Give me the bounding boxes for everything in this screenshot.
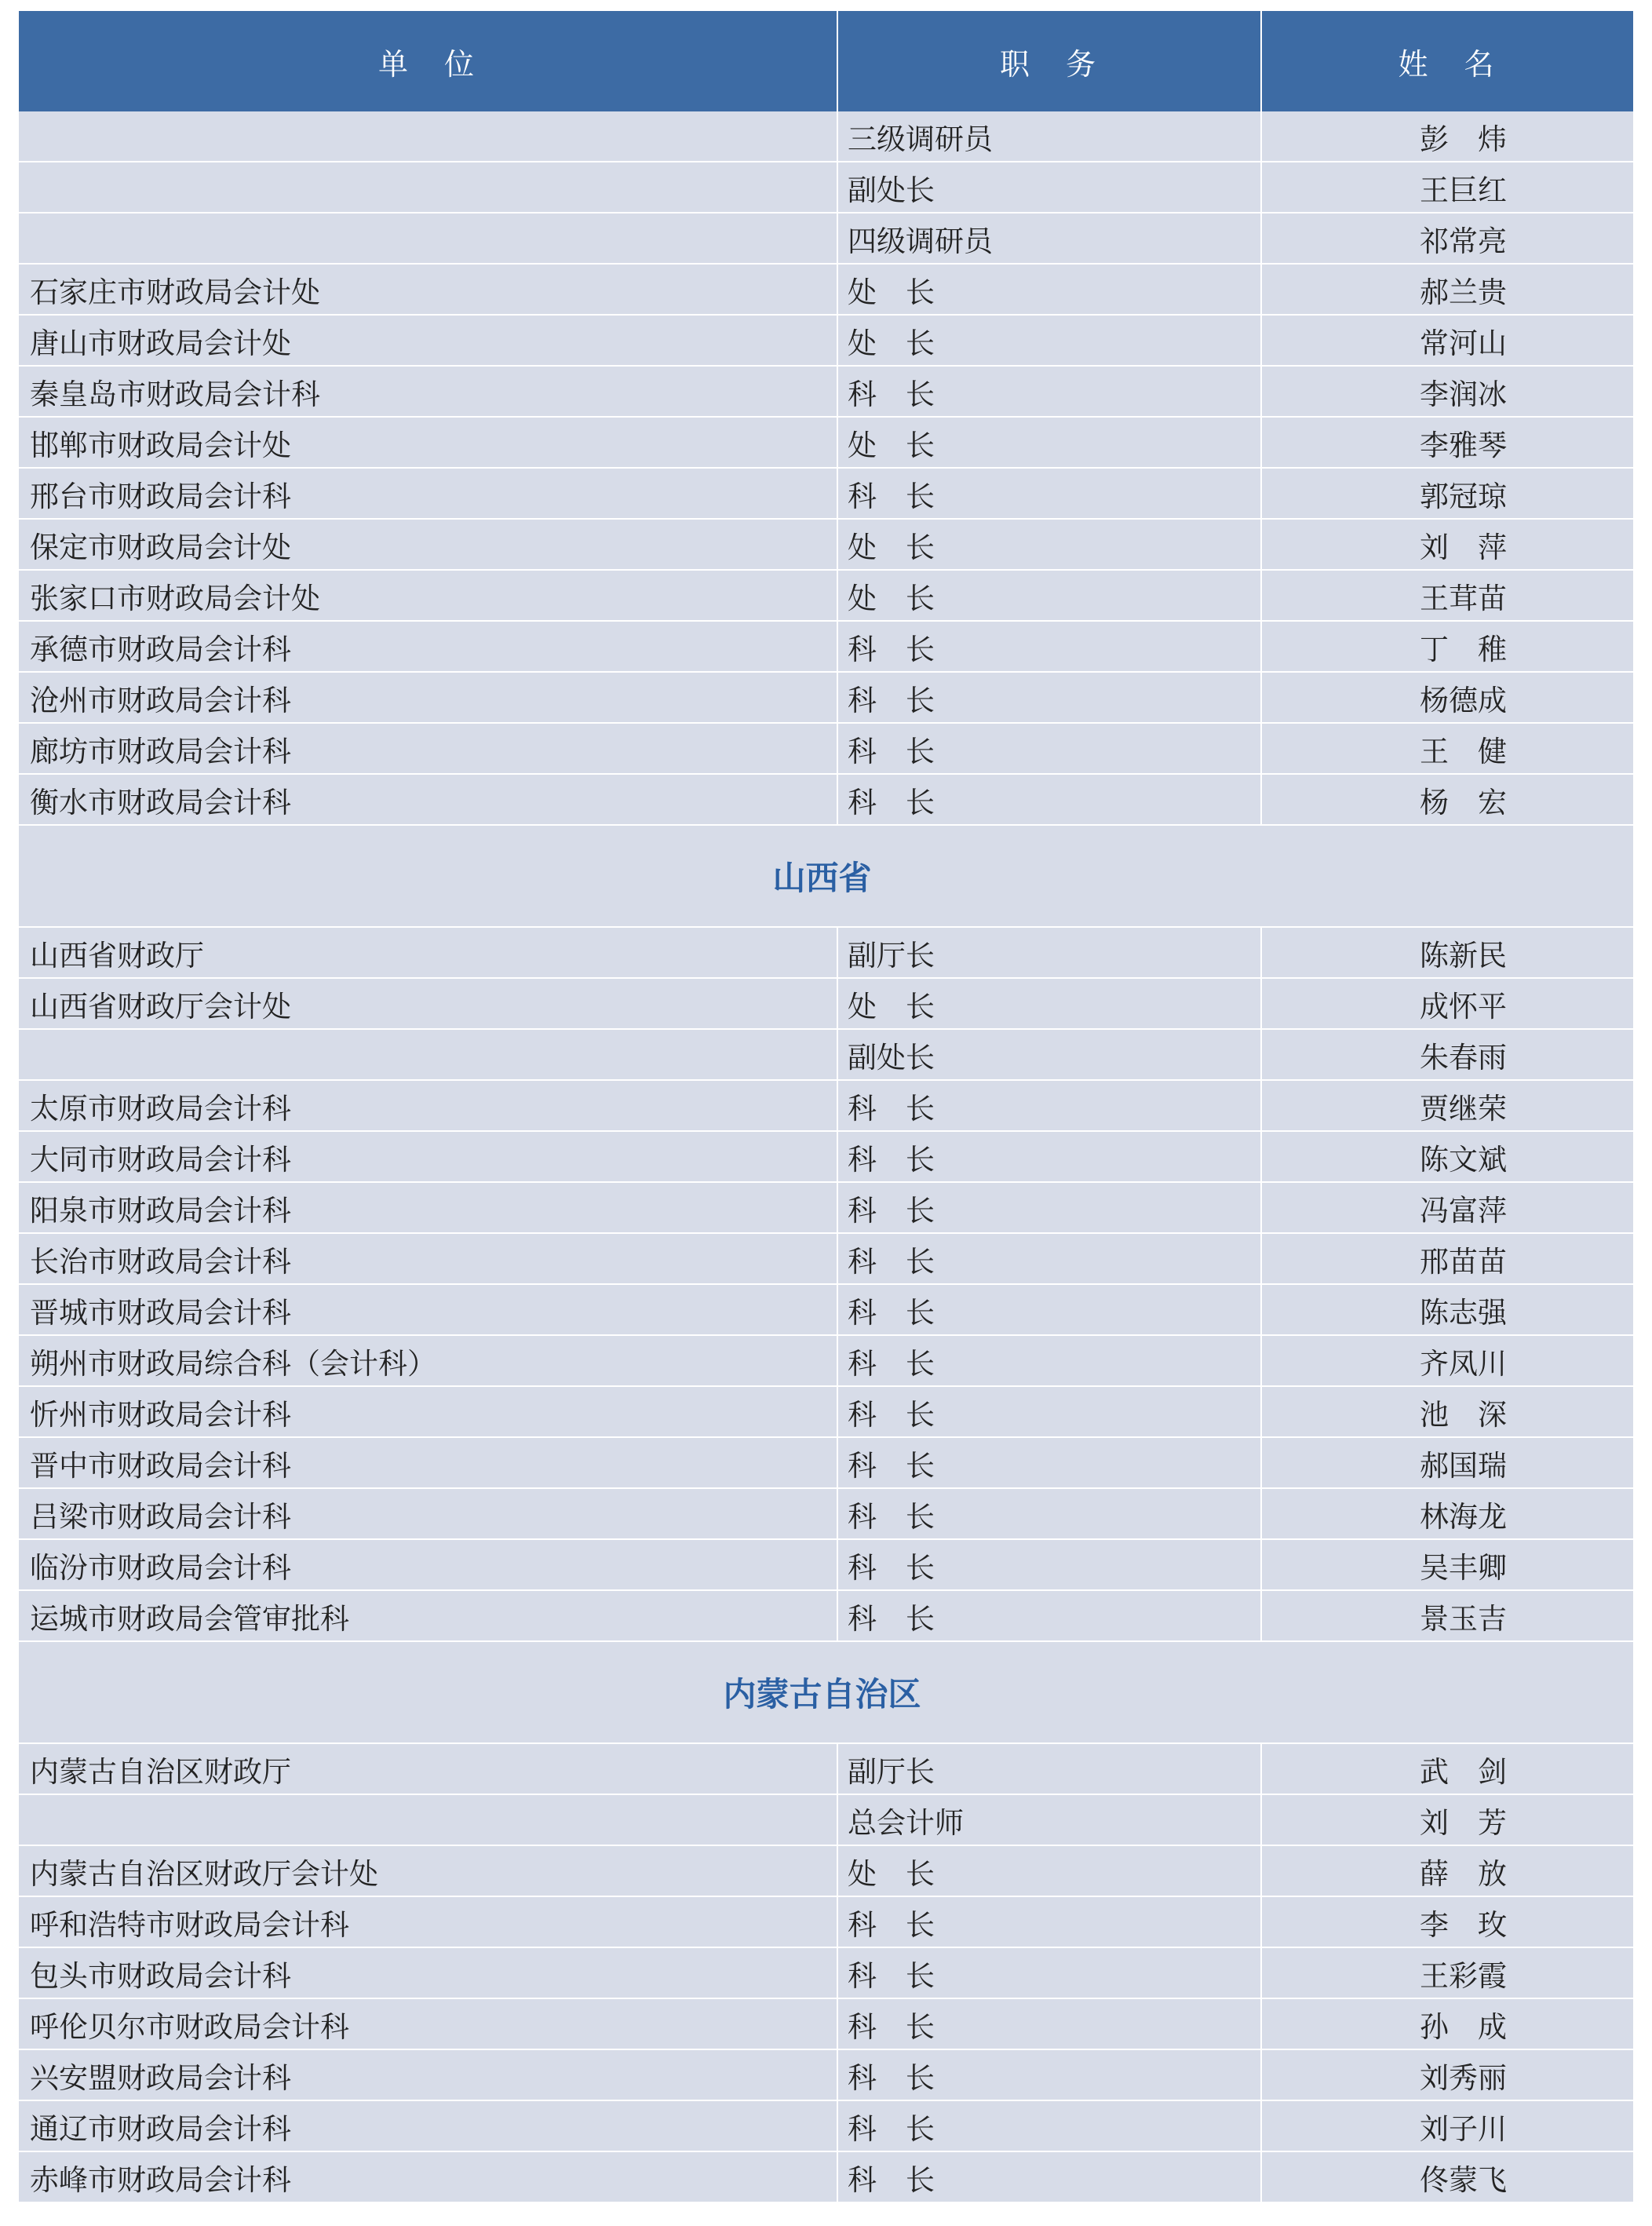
table-row: [19, 367, 1633, 418]
name-cell: 王彩霞: [1420, 1958, 1507, 1993]
name-cell: 朱春雨: [1420, 1040, 1507, 1075]
unit-cell: 内蒙古自治区财政厅: [19, 1744, 838, 1794]
name-cell: 陈文斌: [1420, 1142, 1507, 1177]
position-cell: 科 长: [838, 469, 1262, 518]
name-cell: 孙 成: [1420, 2009, 1507, 2044]
position-cell: 处 长: [838, 520, 1262, 569]
table-row: [19, 775, 1633, 826]
unit-cell: 临汾市财政局会计科: [19, 1540, 838, 1589]
table-row: [19, 469, 1633, 520]
position-cell: 科 长: [838, 1234, 1262, 1283]
unit-cell: 朔州市财政局综合科（会计科）: [19, 1336, 838, 1385]
name-cell: 丁 稚: [1420, 632, 1507, 666]
position-cell: 科 长: [838, 1285, 1262, 1334]
name-cell: 成怀平: [1420, 989, 1507, 1024]
unit-cell: 大同市财政局会计科: [19, 1132, 838, 1181]
name-cell: 王茸苗: [1420, 581, 1507, 615]
position-cell: 科 长: [838, 1591, 1262, 1640]
table-row: [19, 1438, 1633, 1489]
unit-cell: 阳泉市财政局会计科: [19, 1183, 838, 1232]
unit-cell: [19, 1795, 838, 1845]
position-cell: 科 长: [838, 367, 1262, 416]
table-row: [19, 673, 1633, 724]
name-cell: 林海龙: [1420, 1499, 1507, 1534]
name-cell: 池 深: [1420, 1397, 1507, 1432]
table-row: [19, 1081, 1633, 1132]
position-cell: 副厅长: [838, 1744, 1262, 1794]
header-unit: 单 位: [19, 11, 838, 111]
table-row: [19, 1234, 1633, 1285]
section-heading: 内蒙古自治区: [19, 1642, 1633, 1744]
table-row: [19, 1030, 1633, 1081]
position-cell: 科 长: [838, 1897, 1262, 1947]
table-row: [19, 1948, 1633, 1999]
table-row: [19, 2152, 1633, 2203]
position-cell: 处 长: [838, 1846, 1262, 1896]
table-row: [19, 2050, 1633, 2101]
unit-cell: 太原市财政局会计科: [19, 1081, 838, 1130]
name-cell: 刘 芳: [1420, 1805, 1507, 1840]
position-cell: 科 长: [838, 1132, 1262, 1181]
name-cell: 陈志强: [1420, 1295, 1507, 1330]
section-heading: 山西省: [19, 826, 1633, 928]
name-cell: 邢苗苗: [1420, 1244, 1507, 1279]
table-row: [19, 1846, 1633, 1897]
unit-cell: 晋城市财政局会计科: [19, 1285, 838, 1334]
unit-cell: 唐山市财政局会计处: [19, 316, 838, 365]
name-cell: 杨 宏: [1420, 785, 1507, 819]
position-cell: 科 长: [838, 1999, 1262, 2049]
table-row: [19, 1132, 1633, 1183]
unit-cell: 包头市财政局会计科: [19, 1948, 838, 1998]
unit-cell: 吕梁市财政局会计科: [19, 1489, 838, 1538]
name-cell: 吴丰卿: [1420, 1550, 1507, 1585]
unit-cell: 赤峰市财政局会计科: [19, 2152, 838, 2202]
position-cell: 科 长: [838, 1948, 1262, 1998]
position-cell: 科 长: [838, 2101, 1262, 2151]
position-cell: 三级调研员: [838, 111, 1262, 161]
table-row: [19, 1999, 1633, 2050]
table-row: [19, 724, 1633, 775]
unit-cell: 运城市财政局会管审批科: [19, 1591, 838, 1640]
table-row: [19, 316, 1633, 367]
table-row: [19, 265, 1633, 316]
name-cell: 郝国瑞: [1420, 1448, 1507, 1483]
name-cell: 祁常亮: [1420, 224, 1507, 258]
header-name: 姓 名: [1398, 46, 1497, 82]
position-cell: 科 长: [838, 1489, 1262, 1538]
unit-cell: 张家口市财政局会计处: [19, 571, 838, 620]
position-cell: 科 长: [838, 1387, 1262, 1436]
table-row: [19, 1591, 1633, 1642]
table-header: [19, 11, 1633, 111]
name-cell: 贾继荣: [1420, 1091, 1507, 1126]
table-row: [19, 622, 1633, 673]
name-cell: 陈新民: [1420, 938, 1507, 973]
table-row: [19, 162, 1633, 213]
position-cell: 科 长: [838, 2050, 1262, 2100]
position-cell: 科 长: [838, 1540, 1262, 1589]
table-row: [19, 520, 1633, 571]
table-row: [19, 1183, 1633, 1234]
unit-cell: [19, 213, 838, 263]
name-cell: 李雅琴: [1420, 428, 1507, 462]
position-cell: 科 长: [838, 1438, 1262, 1487]
unit-cell: 石家庄市财政局会计处: [19, 265, 838, 314]
position-cell: 科 长: [838, 1336, 1262, 1385]
position-cell: 总会计师: [838, 1795, 1262, 1845]
name-cell: 郝兰贵: [1420, 275, 1507, 309]
unit-cell: [19, 162, 838, 212]
name-cell: 刘子川: [1420, 2111, 1507, 2146]
table-row: [19, 111, 1633, 162]
position-cell: 科 长: [838, 622, 1262, 671]
unit-cell: 承德市财政局会计科: [19, 622, 838, 671]
position-cell: 处 长: [838, 265, 1262, 314]
unit-cell: 山西省财政厅: [19, 928, 838, 977]
position-cell: 科 长: [838, 775, 1262, 824]
table-body: [19, 111, 1633, 2203]
table-row: [19, 1540, 1633, 1591]
name-cell: 李润冰: [1420, 377, 1507, 411]
name-cell: 郭冠琼: [1420, 479, 1507, 513]
unit-cell: 内蒙古自治区财政厅会计处: [19, 1846, 838, 1896]
unit-cell: 兴安盟财政局会计科: [19, 2050, 838, 2100]
table-row: [19, 979, 1633, 1030]
name-cell: 李 玫: [1420, 1907, 1507, 1942]
name-cell: 冯富萍: [1420, 1193, 1507, 1228]
name-cell: 刘 萍: [1420, 530, 1507, 564]
table-row: [19, 928, 1633, 979]
position-cell: 处 长: [838, 571, 1262, 620]
personnel-table: [19, 11, 1633, 2203]
unit-cell: 晋中市财政局会计科: [19, 1438, 838, 1487]
unit-cell: 邢台市财政局会计科: [19, 469, 838, 518]
unit-cell: [19, 111, 838, 161]
name-cell: 常河山: [1420, 326, 1507, 360]
position-cell: 科 长: [838, 2152, 1262, 2202]
position-cell: 处 长: [838, 979, 1262, 1028]
unit-cell: 山西省财政厅会计处: [19, 979, 838, 1028]
unit-cell: 秦皇岛市财政局会计科: [19, 367, 838, 416]
name-cell: 刘秀丽: [1420, 2060, 1507, 2095]
name-cell: 齐凤川: [1420, 1346, 1507, 1381]
name-cell: 佟蒙飞: [1420, 2162, 1507, 2197]
position-cell: 副厅长: [838, 928, 1262, 977]
table-row: [19, 1285, 1633, 1336]
position-cell: 科 长: [838, 673, 1262, 722]
position-cell: 处 长: [838, 316, 1262, 365]
unit-cell: 呼伦贝尔市财政局会计科: [19, 1999, 838, 2049]
position-cell: 处 长: [838, 418, 1262, 467]
name-cell: 景玉吉: [1420, 1601, 1507, 1636]
name-cell: 武 剑: [1420, 1754, 1507, 1789]
position-cell: 科 长: [838, 1081, 1262, 1130]
table-row: [19, 571, 1633, 622]
name-cell: 王巨红: [1420, 173, 1507, 207]
unit-cell: 沧州市财政局会计科: [19, 673, 838, 722]
position-cell: 副处长: [838, 162, 1262, 212]
table-row: [19, 1744, 1633, 1795]
header-position: 职 务: [838, 11, 1262, 111]
unit-cell: 呼和浩特市财政局会计科: [19, 1897, 838, 1947]
unit-cell: 长治市财政局会计科: [19, 1234, 838, 1283]
unit-cell: 廊坊市财政局会计科: [19, 724, 838, 773]
table-row: [19, 1795, 1633, 1846]
name-cell: 杨德成: [1420, 683, 1507, 717]
position-cell: 副处长: [838, 1030, 1262, 1079]
unit-cell: 邯郸市财政局会计处: [19, 418, 838, 467]
unit-cell: [19, 1030, 838, 1079]
unit-cell: 衡水市财政局会计科: [19, 775, 838, 824]
unit-cell: 保定市财政局会计处: [19, 520, 838, 569]
name-cell: 彭 炜: [1420, 122, 1507, 156]
unit-cell: 忻州市财政局会计科: [19, 1387, 838, 1436]
position-cell: 四级调研员: [838, 213, 1262, 263]
name-cell: 王 健: [1420, 734, 1507, 768]
unit-cell: 通辽市财政局会计科: [19, 2101, 838, 2151]
position-cell: 科 长: [838, 1183, 1262, 1232]
position-cell: 科 长: [838, 724, 1262, 773]
table-row: [19, 2101, 1633, 2152]
table-row: [19, 213, 1633, 265]
table-row: [19, 1387, 1633, 1438]
table-row: [19, 1897, 1633, 1948]
table-row: [19, 418, 1633, 469]
name-cell: 薛 放: [1420, 1856, 1507, 1891]
table-row: [19, 1336, 1633, 1387]
table-row: [19, 1489, 1633, 1540]
